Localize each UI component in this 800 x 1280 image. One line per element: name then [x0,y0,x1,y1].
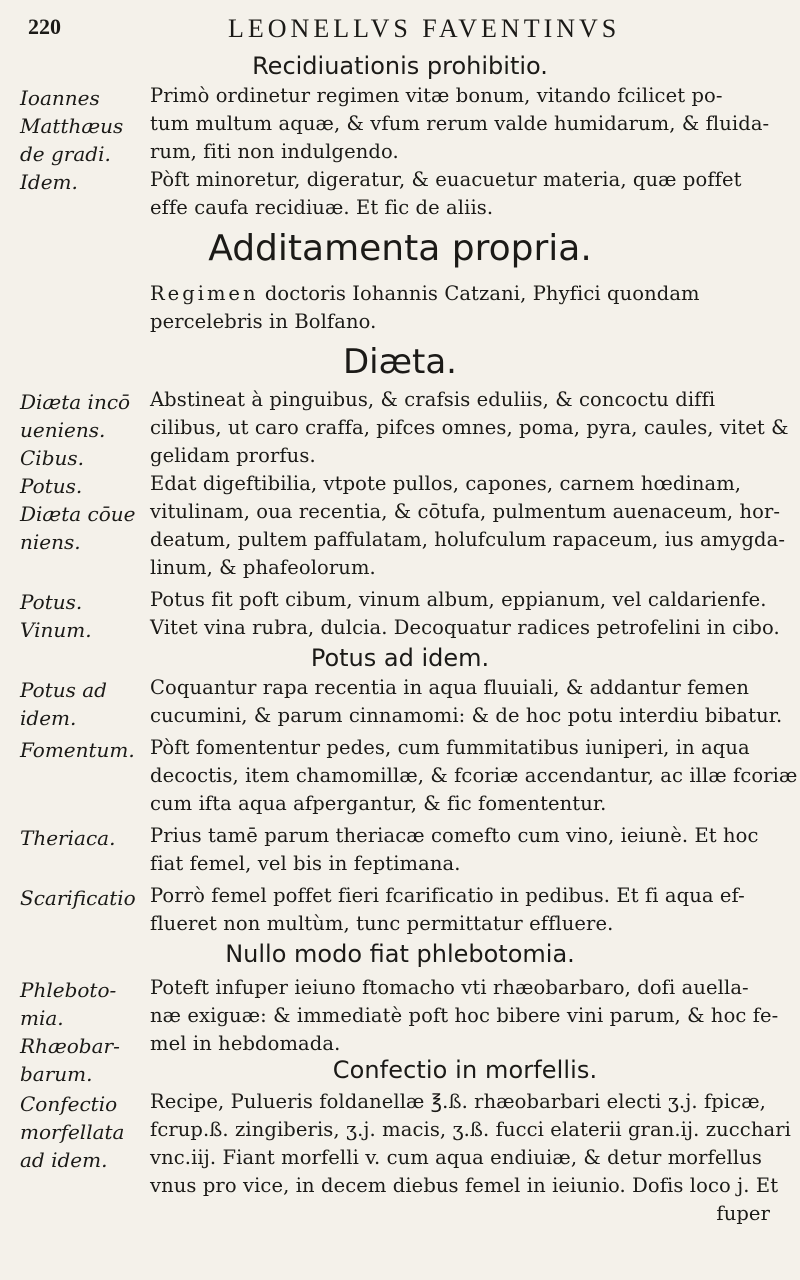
text-line [20,168,780,196]
margin-note: Vinum. [20,618,92,642]
margin-note: Idem. [20,170,78,194]
line-text: Porrò femel poffet fieri fcarificatio in pedibus. Et fi aqua ef- [150,884,745,907]
text-line [20,500,780,528]
running-title: LEONELLVS FAVENTINVS [228,14,621,43]
text-line [20,1056,780,1088]
line-text: fcrup.ß. zingiberis, ʒ.j. macis, ʒ.ß. fucci elaterii gran.ij. zucchari [150,1118,791,1141]
text-line [20,792,780,820]
text-line [20,528,786,556]
text-line [20,1202,780,1230]
margin-note: idem. [20,706,77,730]
margin-note: Cibus. [20,446,85,470]
page-number: 220 [28,14,61,39]
line-text: vnc.iij. Fiant morfelli v. cum aqua endiuiæ, & detur morfellus [150,1146,762,1169]
line-text: vnus pro vice, in decem diebus femel in ieiunio. Dofis loco j. Et [150,1174,779,1197]
line-text: Recipe, Pulueris foldanellæ ℥.ß. rhæobarbari electi ʒ.j. fpicæ, [150,1090,766,1113]
text-line [20,704,783,732]
margin-note: Potus. [20,474,83,498]
margin-note: niens. [20,530,81,554]
line-text: tum multum aquæ, & vfum rerum valde humidarum, & fluida- [150,112,770,135]
text-line [20,444,780,472]
line-text: Pòft minoretur, digeratur, & euacuetur materia, quæ poffet [150,168,742,191]
margin-note: Scarificatio [20,886,136,910]
text-line [20,556,780,584]
text-line [20,1146,780,1174]
line-text: cum ifta aqua afpergantur, & fic fomententur. [150,792,607,815]
text-line [20,472,780,500]
margin-note: Potus. [20,590,83,614]
line-text: effe caufa recidiuæ. Et fic de aliis. [150,196,494,219]
margin-note: Theriaca. [20,826,116,850]
catchword: fuper [716,1202,770,1225]
text-line [20,1004,780,1032]
margin-note: Confectio [20,1092,118,1116]
margin-note: Potus ad [20,678,107,702]
line-text: mel in hebdomada. [150,1032,341,1055]
text-line [20,676,780,704]
text-line [20,616,780,644]
text-line [20,1118,791,1146]
text-line [20,884,780,912]
text-line [20,1090,780,1118]
line-text: Pòft fomententur pedes, cum fummitatibus iuniperi, in aqua [150,736,750,759]
line-text: Prius tamē parum theriacæ comefto cum vino, ieiunè. Et hoc [150,824,759,847]
regimen-line [20,282,780,310]
line-text: flueret non multùm, tunc permittatur effluere. [150,912,614,935]
margin-note: Diæta incō [20,390,131,414]
heading-phlebotomia: Nullo modo fiat phlebotomia. [225,940,575,968]
line-text: gelidam prorfus. [150,444,316,467]
text-line [20,824,780,852]
line-text: vitulinam, oua recentia, & cōtufa, pulmentum auenaceum, hor- [150,500,781,523]
line-text: Primò ordinetur regimen vitæ bonum, vitando fcilicet po- [150,84,723,107]
line-text: fiat femel, vel bis in feptimana. [150,852,461,875]
regimen-lead: Regimen [150,282,259,305]
heading-additamenta: Additamenta propria. [208,228,592,269]
regimen-text: percelebris in Bolfano. [150,310,377,333]
heading-potus: Potus ad idem. [310,644,490,672]
heading-recidiuationis: Recidiuationis prohibitio. [252,52,548,80]
margin-note: morfellata [20,1120,125,1144]
heading-confectio: Confectio in morfellis. [332,1056,598,1084]
margin-note: Phleboto- [20,978,117,1002]
line-text: Edat digeftibilia, vtpote pullos, capones, carnem hœdinam, [150,472,742,495]
text-line [20,84,780,112]
heading-diaeta: Diæta. [343,342,457,382]
line-text: decoctis, item chamomillæ, & fcoriæ accendantur, ac illæ fcoriæ [150,764,798,787]
line-text: Potus fit poft cibum, vinum album, eppianum, vel caldarienfe. [150,588,767,611]
margin-note: Diæta cōue [20,502,136,526]
line-text: cucumini, & parum cinnamomi: & de hoc potu interdiu bibatur. [150,704,783,727]
text-line [20,112,780,140]
text-line [20,852,780,880]
margin-note: Fomentum. [20,738,135,762]
margin-note: Rhæobar- [20,1034,120,1058]
line-text: deatum, pultem paffulatam, holufculum rapaceum, ius amygda- [150,528,786,551]
text-line [20,736,780,764]
margin-note: de gradi. [20,142,111,166]
text-line [20,416,789,444]
margin-note: ueniens. [20,418,106,442]
line-text: Abstineat à pinguibus, & crafsis eduliis, & concoctu diffi [150,388,716,411]
line-text: linum, & phafeolorum. [150,556,376,579]
line-text: cilibus, ut caro craffa, pifces omnes, poma, pyra, caules, vitet & [150,416,789,439]
regimen-text: doctoris Iohannis Catzani, Phyfici quondam [264,282,700,305]
line-text: Poteft infuper ieiuno ftomacho vti rhæobarbaro, dofi auella- [150,976,749,999]
text-line [20,388,780,416]
margin-note: ad idem. [20,1148,108,1172]
margin-note: Ioannes [20,86,100,110]
text-line [20,140,780,168]
text-line [20,1174,780,1202]
line-text: rum, fiti non indulgendo. [150,140,399,163]
text-line [20,912,780,940]
line-text: Vitet vina rubra, dulcia. Decoquatur radices petrofelini in cibo. [150,616,780,639]
text-line [20,764,798,792]
margin-note: barum. [20,1062,93,1086]
margin-note: mia. [20,1006,64,1030]
text-line [20,588,780,616]
regimen-line [20,310,780,338]
page-header [28,14,778,48]
text-line [20,976,780,1004]
text-line [20,196,780,224]
line-text: næ exiguæ: & immediatè poft hoc bibere vini parum, & hoc fe- [150,1004,779,1027]
line-text: Coquantur rapa recentia in aqua fluuiali, & addantur femen [150,676,750,699]
margin-note: Matthæus [20,114,124,138]
